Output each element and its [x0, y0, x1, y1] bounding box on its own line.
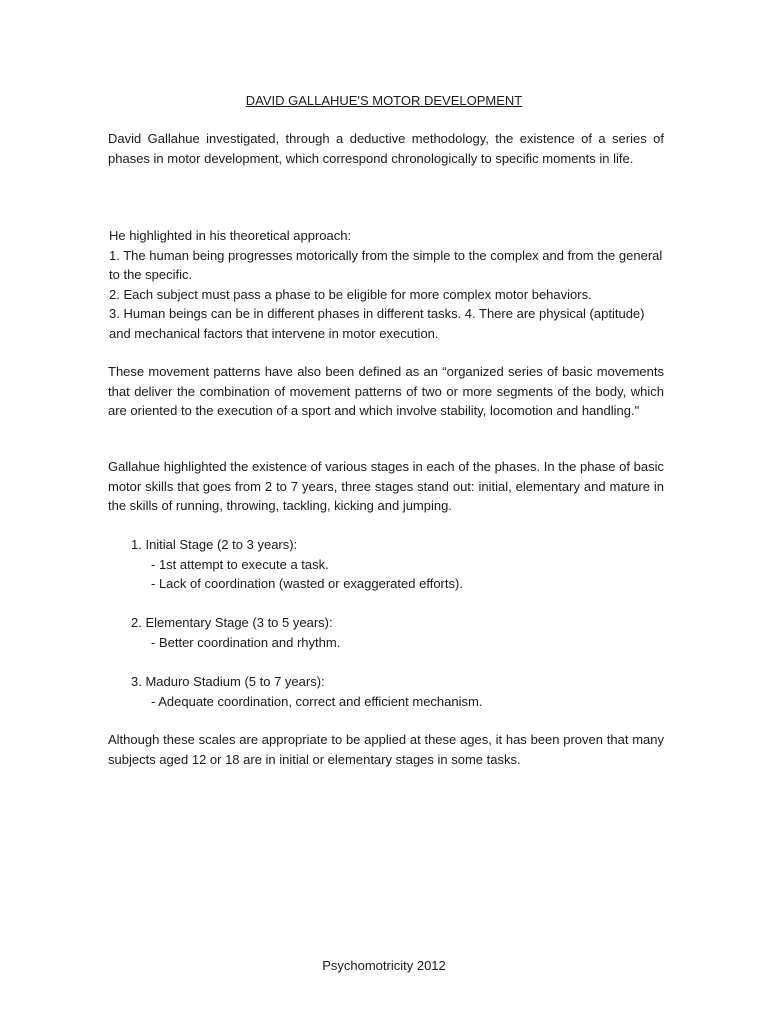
intro-paragraph: David Gallahue investigated, through a deductive methodology, the existence of a series of phases in motor development, which correspond chronologically to specific moments in life.	[108, 131, 664, 166]
document-title: DAVID GALLAHUE'S MOTOR DEVELOPMENT	[245, 93, 523, 108]
approach-point: 3. Human beings can be in different phases in different tasks. 4. There are physical (aptitude) and mechanical factors that intervene in motor execution.	[109, 306, 645, 341]
approach-lead: He highlighted in his theoretical approach:	[109, 228, 352, 243]
patterns-paragraph: These movement patterns have also been defined as an “organized series of basic movements that deliver the combination of movement patterns of two or more segments of the body, which are oriented to the execution of a sport and which involve stability, locomotion and handling."	[108, 364, 664, 419]
page-footer: Psychomotricity 2012	[322, 958, 446, 973]
closing-paragraph: Although these scales are appropriate to be applied at these ages, it has been proven that many subjects aged 12 or 18 are in initial or elementary stages in some tasks.	[108, 732, 664, 767]
stages-intro-paragraph: Gallahue highlighted the existence of various stages in each of the phases. In the phase of basic motor skills that goes from 2 to 7 years, three stages stand out: initial, elementary and mature in the skills of running, throwing, tackling, kicking and jumping.	[108, 459, 664, 514]
stage-title: 2. Elementary Stage (3 to 5 years):	[131, 615, 333, 631]
stage-title: 3. Maduro Stadium (5 to 7 years):	[131, 674, 325, 690]
approach-point: 1. The human being progresses motorically from the simple to the complex and from the general to the specific.	[109, 247, 663, 283]
stage-item-elementary	[131, 613, 671, 652]
stage-point: - 1st attempt to execute a task.	[151, 556, 329, 572]
stage-title: 1. Initial Stage (2 to 3 years):	[131, 537, 298, 552]
stage-point: - Adequate coordination, correct and efficient mechanism.	[151, 693, 483, 709]
stage-item-mature	[131, 672, 671, 711]
approach-point: 2. Each subject must pass a phase to be eligible for more complex motor behaviors.	[109, 286, 592, 302]
approach-section	[109, 226, 665, 344]
stage-list	[131, 535, 671, 731]
stage-point: - Better coordination and rhythm.	[151, 634, 341, 650]
stage-point: - Lack of coordination (wasted or exaggerated efforts).	[151, 576, 463, 592]
stage-item-initial	[131, 535, 671, 594]
